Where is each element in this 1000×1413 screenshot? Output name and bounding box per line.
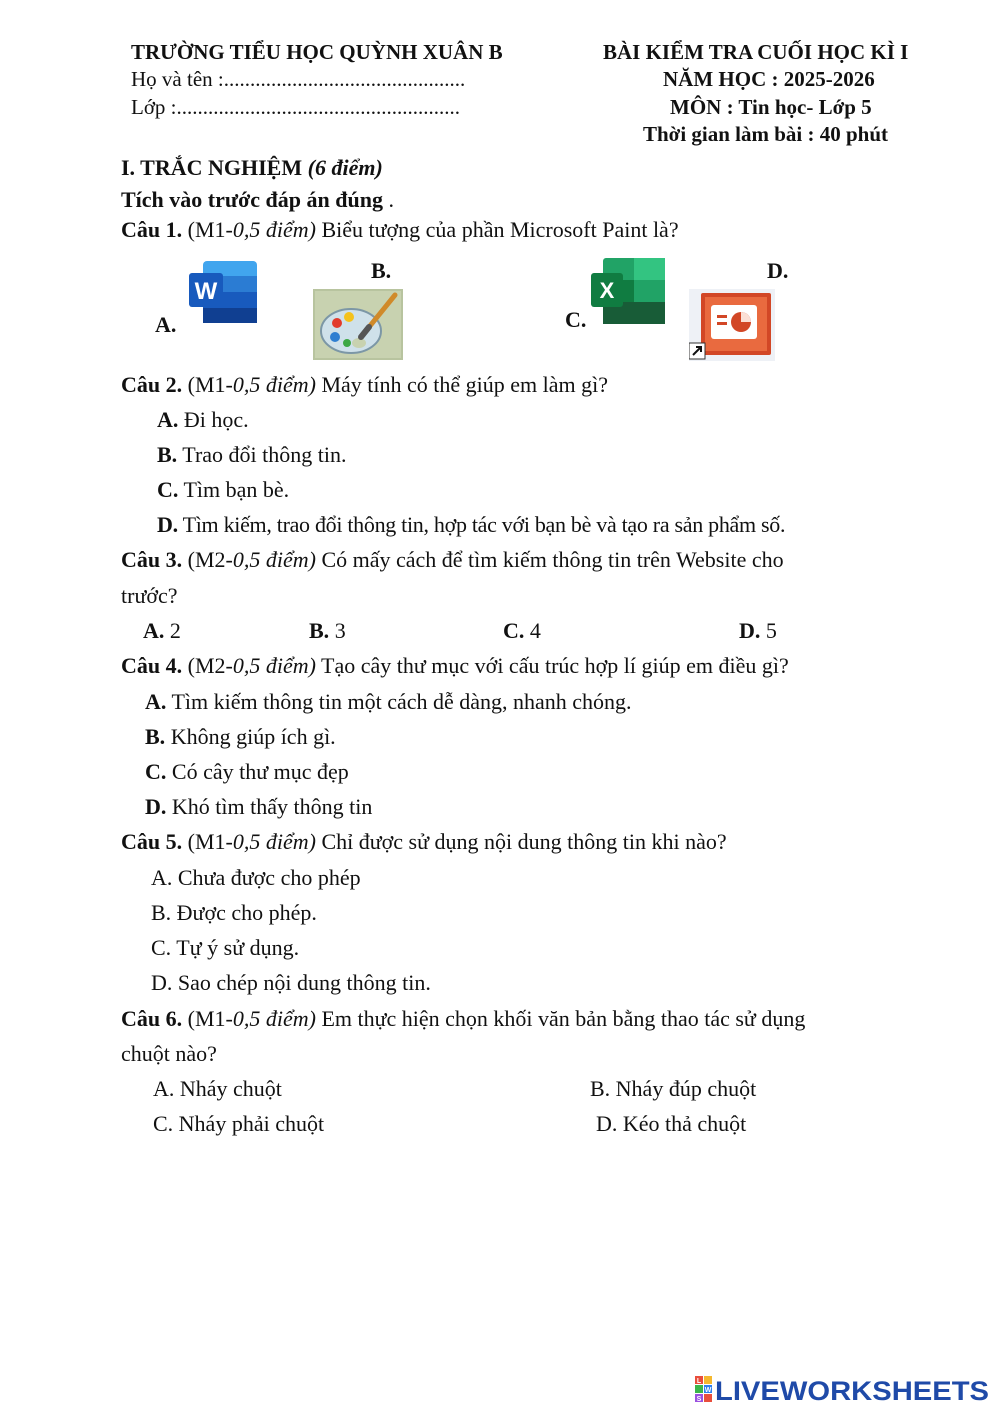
q1-option-c[interactable]: C. — [565, 307, 587, 332]
school-year: NĂM HỌC : 2025-2026 — [663, 67, 875, 91]
section-heading: I. TRẮC NGHIỆM (6 điểm) — [121, 155, 383, 180]
q5-option-d[interactable]: D. Sao chép nội dung thông tin. — [151, 970, 431, 995]
q2-option-c[interactable]: C. Tìm bạn bè. — [157, 477, 290, 502]
question-3-cont: trước? — [121, 583, 178, 608]
powerpoint-icon[interactable] — [689, 289, 775, 361]
school-name: TRƯỜNG TIỂU HỌC QUỲNH XUÂN B — [131, 40, 503, 64]
q4-option-c[interactable]: C. Có cây thư mục đẹp — [145, 759, 349, 784]
q2-option-b[interactable]: B. Trao đổi thông tin. — [157, 442, 347, 467]
logo-badge-w: W — [704, 1387, 712, 1394]
q1-option-d[interactable]: D. — [767, 258, 789, 283]
student-name-line[interactable]: Họ và tên :.............................................. — [131, 67, 466, 91]
excel-icon[interactable] — [589, 257, 667, 325]
excel-letter: X — [599, 278, 615, 303]
q5-option-b[interactable]: B. Được cho phép. — [151, 900, 317, 925]
liveworksheets-logo — [693, 1373, 993, 1405]
exam-time: Thời gian làm bài : 40 phút — [643, 122, 889, 146]
q3-option-a[interactable]: A. 2 — [143, 618, 181, 643]
q4-option-a[interactable]: A. Tìm kiếm thông tin một cách dễ dàng, nhanh chóng. — [145, 689, 632, 714]
word-icon[interactable] — [187, 259, 261, 325]
q4-option-b[interactable]: B. Không giúp ích gì. — [145, 724, 336, 749]
question-5: Câu 5. (M1-0,5 điểm) Chỉ được sử dụng nội dung thông tin khi nào? — [121, 829, 727, 854]
q2-option-d[interactable]: D. Tìm kiếm, trao đổi thông tin, hợp tác với bạn bè và tạo ra sản phẩm số. — [157, 512, 786, 537]
q3-option-d[interactable]: D. 5 — [739, 618, 777, 643]
logo-badge-s: S — [696, 1396, 702, 1403]
question-3: Câu 3. (M2-0,5 điểm) Có mấy cách để tìm kiếm thông tin trên Website cho — [121, 547, 784, 572]
logo-badge-l: L — [696, 1378, 702, 1385]
question-4: Câu 4. (M2-0,5 điểm) Tạo cây thư mục với cấu trúc hợp lí giúp em điều gì? — [121, 653, 789, 678]
question-6: Câu 6. (M1-0,5 điểm) Em thực hiện chọn khối văn bản bằng thao tác sử dụng — [121, 1006, 806, 1031]
q6-option-a[interactable]: A. Nháy chuột — [153, 1076, 282, 1101]
q5-option-c[interactable]: C. Tự ý sử dụng. — [151, 935, 300, 960]
q5-option-a[interactable]: A. Chưa được cho phép — [151, 865, 361, 890]
question-6-cont: chuột nào? — [121, 1041, 217, 1066]
logo-text: LIVEWORKSHEETS — [715, 1376, 989, 1405]
question-2: Câu 2. (M1-0,5 điểm) Máy tính có thể giúp em làm gì? — [121, 372, 608, 397]
q4-option-d[interactable]: D. Khó tìm thấy thông tin — [145, 794, 373, 819]
paint-icon[interactable] — [313, 289, 403, 360]
q3-option-b[interactable]: B. 3 — [309, 618, 346, 643]
class-line[interactable]: Lớp :...................................................... — [131, 95, 461, 119]
question-1: Câu 1. (M1-0,5 điểm) Biểu tượng của phần Microsoft Paint là? — [121, 217, 679, 242]
q1-option-b[interactable]: B. — [371, 258, 392, 283]
q1-option-a[interactable]: A. — [155, 312, 177, 337]
q6-option-d[interactable]: D. Kéo thả chuột — [596, 1111, 747, 1136]
q6-option-c[interactable]: C. Nháy phải chuột — [153, 1111, 325, 1136]
exam-title: BÀI KIỂM TRA CUỐI HỌC KÌ I — [603, 40, 909, 64]
instruction: Tích vào trước đáp án đúng . — [121, 187, 394, 212]
q6-option-b[interactable]: B. Nháy đúp chuột — [590, 1076, 757, 1101]
q3-option-c[interactable]: C. 4 — [503, 618, 541, 643]
q2-option-a[interactable]: A. Đi học. — [157, 407, 249, 432]
word-letter: W — [194, 278, 218, 305]
subject: MÔN : Tin học- Lớp 5 — [670, 95, 872, 119]
